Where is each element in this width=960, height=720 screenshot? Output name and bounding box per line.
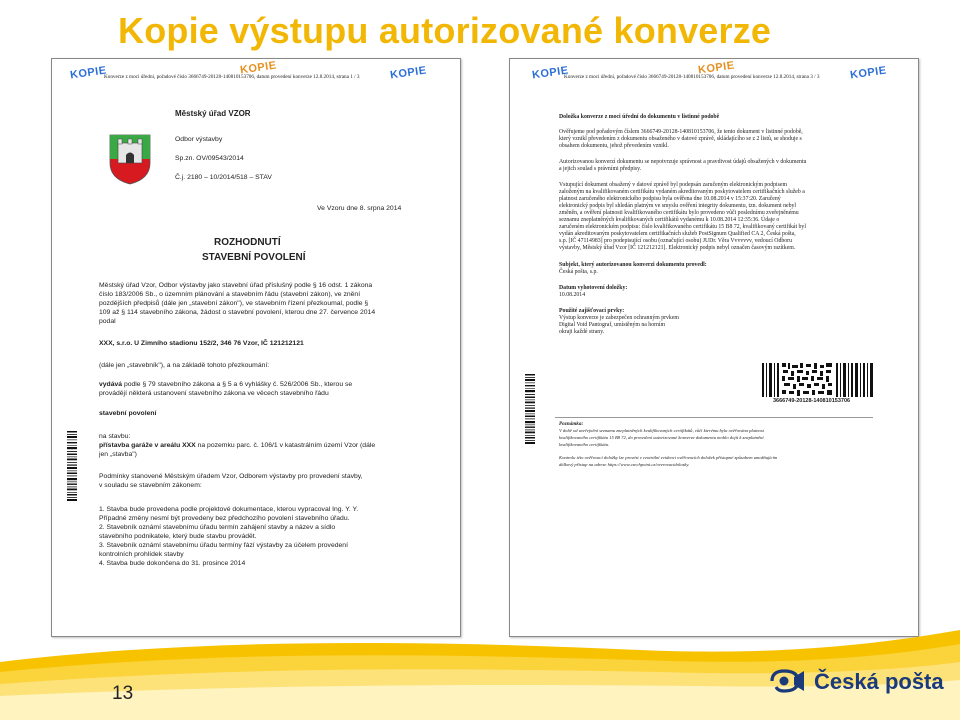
slide-title: Kopie výstupu autorizované konverze: [118, 10, 772, 51]
para-line: s.p. [IČ 47114983] pro podepisující osobu (označující osobu) JUDr. Věra Vvvvvvv, vedoucí Odboru: [559, 238, 792, 244]
condition-line: 1. Stavba bude provedena podle projektové dokumentace, kterou vypracoval Ing. Y. Y.: [99, 506, 359, 513]
para-line: seznamu zneplatněných kvalifikovaných certifikátů vydanému k 10.08.2014 12:35:36. Údaje o: [559, 217, 780, 223]
divider: [555, 417, 873, 418]
intro-line: podal: [99, 318, 116, 325]
issues-verb: vydává: [99, 381, 123, 388]
kopie-stamp: KOPIE: [389, 64, 428, 82]
kopie-stamp: KOPIE: [697, 59, 736, 77]
subject-label: Subjekt, který autorizovanou konverzi dokumentu provedl:: [559, 262, 707, 268]
para-line: který vznikl převedením z dokumentu obsaženého v datové zprávě, skládajícího se z 2 listů, se shoduje s: [559, 136, 802, 142]
footer-wave: [0, 600, 960, 720]
para-line: obsahem dokumentu, jehož převedením vznikl.: [559, 143, 669, 149]
document-page-left: [51, 58, 461, 637]
building-label: na stavbu:: [99, 433, 131, 440]
authority-name: Městský úřad VZOR: [175, 109, 251, 118]
clause-title: Doložka konverze z moci úřední do dokumentu v listinné podobě: [559, 114, 720, 120]
building-name: přístavba garáže v areálu XXX: [99, 442, 196, 449]
ceska-posta-logo: [768, 667, 944, 697]
tools-label: Použité zajišťovací prvky:: [559, 308, 625, 314]
conversion-header: Konverze z moci úřední, pořadové číslo 3666749-20128-140810153706, datum provedení konverze 12.8.2014, strana 3 / 3: [564, 74, 820, 80]
tools-line: okraji každé strany.: [559, 329, 605, 335]
document-subtitle: STAVEBNÍ POVOLENÍ: [202, 252, 306, 263]
town-crest-icon: [108, 133, 152, 185]
intro-line: 109 až § 114 stavebního zákona, žádost o stavební povolení, kterou dne 27. července 2014: [99, 309, 376, 316]
para-line: Vstupující dokument obsažený v datové zprávě byl podepsán zaručeným elektronickým podpisem: [559, 182, 787, 188]
para-line: zaručeném elektronickém podpisu: číslo kvalifikovaného certifikátu 15 B8 72, kvalifikovaný certifikát byl: [559, 224, 806, 230]
date-value: 10.08.2014: [559, 292, 586, 298]
condition-line: stavebního podnikatele, který bude stavbu provádět.: [99, 533, 257, 540]
kopie-stamp: KOPIE: [849, 64, 888, 82]
condition-line: 2. Stavebník oznámí stavebnímu úřadu termín zahájení stavby a název a sídlo: [99, 524, 336, 531]
intro-line: číslo 183/2006 Sb., o územním plánování a stavebním řádu (stavební zákon), ve znění: [99, 291, 361, 298]
barcode-icon: [67, 431, 77, 501]
logo-text: Česká pošta: [814, 669, 944, 694]
barcode-2d-icon: [762, 363, 874, 397]
barcode-number: 3666749-20128-140810153706: [773, 398, 851, 404]
reference-number: Č.j. 2180 – 10/2014/518 – STAV: [175, 174, 272, 181]
issues-line-2: provádějí některá ustanovení stavebního zákona ve věcech stavebního řádu: [99, 390, 329, 397]
applicant: XXX, s.r.o. U Zimního stadionu 152/2, 346 76 Vzor, IČ 121212121: [99, 340, 304, 347]
issues-text: podle § 79 stavebního zákona a § 5 a 6 vyhlášky č. 526/2006 Sb., kterou se: [122, 381, 353, 388]
tools-line: Výstup konverze je zabezpečen ochranným prvkem: [559, 315, 679, 321]
permit-heading: stavební povolení: [99, 410, 157, 417]
para-line: platnost zaručeného elektronického podpisu byla ověřena dne 10.08.2014 v 15:37:20. Zaručený: [559, 196, 781, 202]
date-label: Datum vyhotovení doložky:: [559, 285, 628, 291]
conditions-intro: Podmínky stanovené Městským úřadem Vzor, Odborem výstavby pro provedení stavby,: [99, 473, 363, 480]
building-line: [99, 441, 375, 450]
conditions-intro: v souladu se stavebním zákonem:: [99, 482, 202, 489]
tools-line: Digital Void Pantograf, umístěným na horním: [559, 322, 666, 328]
condition-line: kontrolních prohlídek stavby: [99, 551, 184, 558]
kopie-stamp: KOPIE: [531, 64, 570, 82]
condition-line: 3. Stavebník oznámí stavebnímu úřadu termíny fází výstavby za účelem provedení: [99, 542, 348, 549]
intro-line: pozdějších předpisů (dále jen „stavební zákon"), ve stavebním řízení přezkoumal, podle §: [99, 300, 369, 307]
document-title: ROZHODNUTÍ: [214, 237, 281, 248]
subject-value: Česká pošta, s.p.: [559, 269, 598, 275]
note-line: kvalifikovaného certifikátu.: [559, 442, 610, 447]
para-line: Ověřujeme pod pořadovým číslem 3666749-20128-140810153706, že tento dokument v listinné podobě,: [559, 129, 803, 135]
document-page-right: [509, 58, 919, 637]
note-label: Poznámka:: [559, 421, 584, 427]
check-line: Kontrolu této ověřovací doložky lze provést v centrální evidenci ověřovacích doložek přístupné způsobem umožňujícím: [559, 455, 778, 460]
building-text: na pozemku parc. č. 106/1 v katastrálním území Vzor (dále: [195, 442, 376, 449]
post-horn-icon: [768, 667, 806, 697]
para-line: vydán akreditovaným poskytovatelem certifikačních služeb PostSignum Qualified CA 2, Česká pošta,: [559, 231, 796, 237]
para-line: a jejich soulad s právními předpisy.: [559, 166, 642, 172]
building-line-2: jen „stavba"): [99, 451, 137, 458]
barcode-icon: [525, 374, 535, 446]
document-date: Ve Vzoru dne 8. srpna 2014: [317, 205, 402, 212]
para-line: změněn, a ověření platnosti kvalifikovaného certifikátu bylo provedeno vůči poslednímu zveřejněnému: [559, 210, 799, 216]
condition-line: Případné změny nesmí být provedeny bez předchozího povolení stavebního úřadu.: [99, 515, 350, 522]
applicant-note: (dále jen „stavebník"), a na základě tohoto přezkoumání:: [99, 362, 270, 369]
check-line: dálkový přístup na adrese https://www.czechpoint.cz/overovacidolozky.: [559, 462, 690, 467]
note-line: kvalifikovaného certifikátu 15 B8 72, do provedení autorizované konverze dokumentu mohlo dojít k zneplatnění: [559, 435, 764, 440]
page-number: 13: [112, 683, 134, 704]
issues-line: [99, 380, 352, 389]
para-line: elektronický podpis byl shledán platným ve smyslu ověření integrity dokumentu, tzn. dokument nebyl: [559, 203, 796, 209]
department: Odbor výstavby: [175, 136, 223, 143]
kopie-stamp: KOPIE: [69, 64, 108, 82]
para-line: založeným na kvalifikovaném certifikátu vydaném akreditovaným poskytovatelem certifikačních služeb a: [559, 189, 805, 195]
conversion-header: Konverze z moci úřední, pořadové číslo 3666749-20128-140810153706, datum provedení konverze 12.8.2014, strana 1 / 3: [104, 74, 360, 80]
para-line: Autorizovanou konverzí dokumentu se nepotvrzuje správnost a pravdivost údajů obsažených v dokumentu: [559, 159, 807, 165]
note-line: V době od uveřejnění seznamu zneplatněných kvalifikovaných certifikátů, vůči kterému byla ověřována platnost: [559, 428, 764, 433]
intro-line: Městský úřad Vzor, Odbor výstavby jako stavební úřad příslušný podle § 16 odst. 1 zákona: [99, 282, 373, 289]
kopie-stamp: KOPIE: [239, 59, 278, 77]
file-number: Sp.zn. OV/09543/2014: [175, 155, 244, 162]
condition-line: 4. Stavba bude dokončena do 31. prosince 2014: [99, 560, 246, 567]
para-line: výstavby, Městský úřad Vzor [IČ 121212121]. Elektronický podpis nebyl označen časovým razítkem.: [559, 245, 796, 251]
